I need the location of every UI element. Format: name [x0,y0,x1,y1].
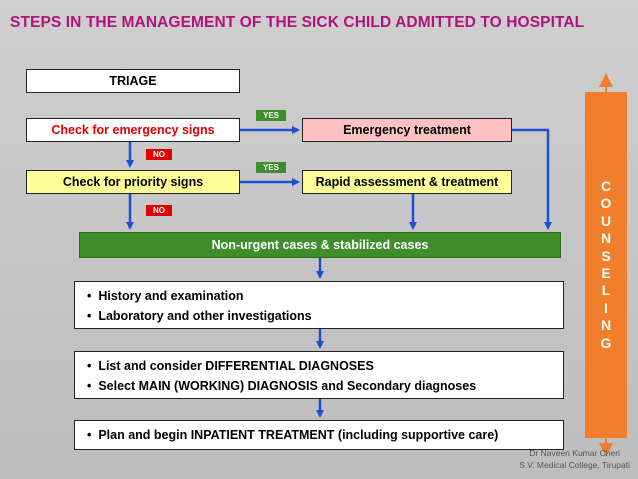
counseling-letter: N [600,230,612,247]
treatment-box [74,420,564,450]
non-urgent-box: Non-urgent cases & stabilized cases [79,232,561,258]
counseling-letter: I [604,299,608,316]
no-label-priority: NO [146,205,172,216]
list-item: • Laboratory and other investigations [87,309,312,323]
counseling-letter: S [601,247,611,264]
counseling-letter: C [600,177,612,194]
page-title: STEPS IN THE MANAGEMENT OF THE SICK CHILD ADMITTED TO HOSPITAL [10,14,585,31]
rapid-assessment-box: Rapid assessment & treatment [302,170,512,194]
yes-label-emergency: YES [256,110,286,121]
no-label-emergency: NO [146,149,172,160]
list-item: • Select MAIN (WORKING) DIAGNOSIS and Secondary diagnoses [87,379,477,393]
counseling-letter: O [600,195,612,212]
counseling-letter: E [601,265,611,281]
list-item: • Plan and begin INPATIENT TREATMENT (including supportive care) [87,428,499,442]
list-item: • List and consider DIFFERENTIAL DIAGNOSES [87,359,374,373]
counseling-bar [585,92,627,438]
history-box [74,281,564,329]
emergency-signs-box: Check for emergency signs [26,118,240,142]
counseling-letter: U [600,212,612,229]
priority-signs-box: Check for priority signs [26,170,240,194]
triage-box: TRIAGE [26,69,240,93]
arrow-emergency-to-nonurgent [512,130,548,228]
credit-name: Dr Naveen Kumar Cheri [529,448,620,458]
diagnosis-box [74,351,564,399]
counseling-letter: L [601,282,611,299]
counseling-letter: G [600,334,612,351]
counseling-letter: N [600,317,612,334]
emergency-treatment-box: Emergency treatment [302,118,512,142]
yes-label-priority: YES [256,162,286,173]
credit-institution: S.V. Medical College, Tirupati [519,460,630,470]
author-credit [519,447,630,471]
list-item: • History and examination [87,289,244,303]
